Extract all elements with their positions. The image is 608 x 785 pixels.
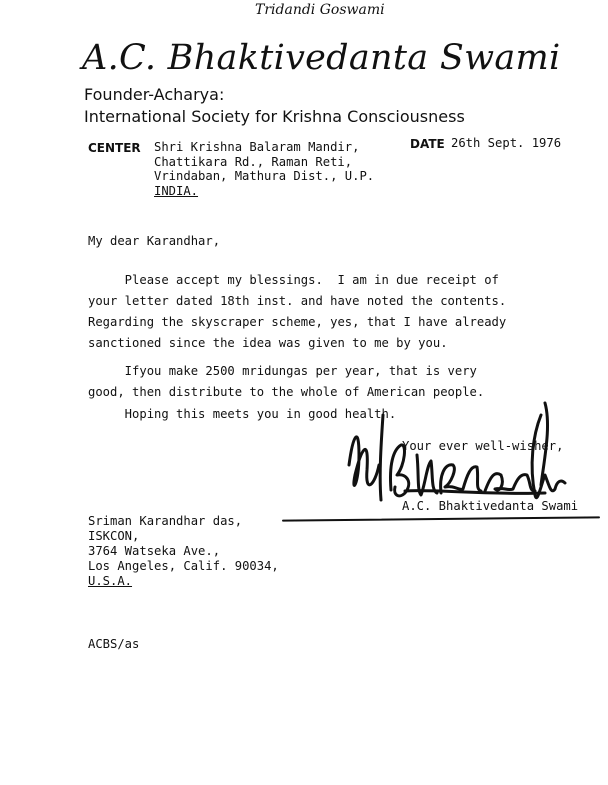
center-label: CENTER xyxy=(88,141,141,155)
paragraph2-line-1: Ifyou make 2500 mridungas per year, that is very xyxy=(88,364,477,378)
salutation: My dear Karandhar, xyxy=(88,234,221,248)
center-line-3: Vrindaban, Mathura Dist., U.P. xyxy=(154,169,375,183)
valediction: Your ever well-wisher, xyxy=(402,439,564,453)
recipient-line-4: Los Angeles, Calif. 90034, xyxy=(88,559,279,573)
date-value: 26th Sept. 1976 xyxy=(451,136,562,150)
recipient-line-2: ISKCON, xyxy=(88,529,140,543)
recipient-country: U.S.A. xyxy=(88,574,133,588)
center-line-2: Chattikara Rd., Raman Reti, xyxy=(154,154,353,169)
paragraph1-line-3: Regarding the skyscraper scheme, yes, that I have already xyxy=(88,315,507,329)
recipient-line-1: Sriman Karandhar das, xyxy=(88,514,243,528)
recipient-line-3: 3764 Watseka Ave., xyxy=(88,544,221,558)
date-label: DATE xyxy=(410,137,445,151)
paragraph1-line-4: sanctioned since the idea was given to me by you. xyxy=(88,336,448,350)
closing-line: Hoping this meets you in good health. xyxy=(88,407,397,421)
paragraph2-line-2: good, then distribute to the whole of American people. xyxy=(88,385,485,399)
handwritten-signature xyxy=(345,395,575,515)
center-country: INDIA. xyxy=(154,183,199,198)
paragraph1-line-1: Please accept my blessings. I am in due receipt of xyxy=(88,273,499,287)
tridandi-title: Tridandi Goswami xyxy=(255,2,385,18)
signature-underline xyxy=(282,516,600,521)
society-name: International Society for Krishna Consciousness xyxy=(84,107,465,126)
letterhead-name: A.C. Bhaktivedanta Swami xyxy=(82,38,561,78)
center-line-1: Shri Krishna Balaram Mandir, xyxy=(154,140,360,154)
founder-line: Founder-Acharya: xyxy=(84,85,225,104)
signatory: A.C. Bhaktivedanta Swami xyxy=(402,499,579,513)
paragraph1-line-2: your letter dated 18th inst. and have noted the contents. xyxy=(88,294,507,308)
reference-initials: ACBS/as xyxy=(88,637,140,651)
